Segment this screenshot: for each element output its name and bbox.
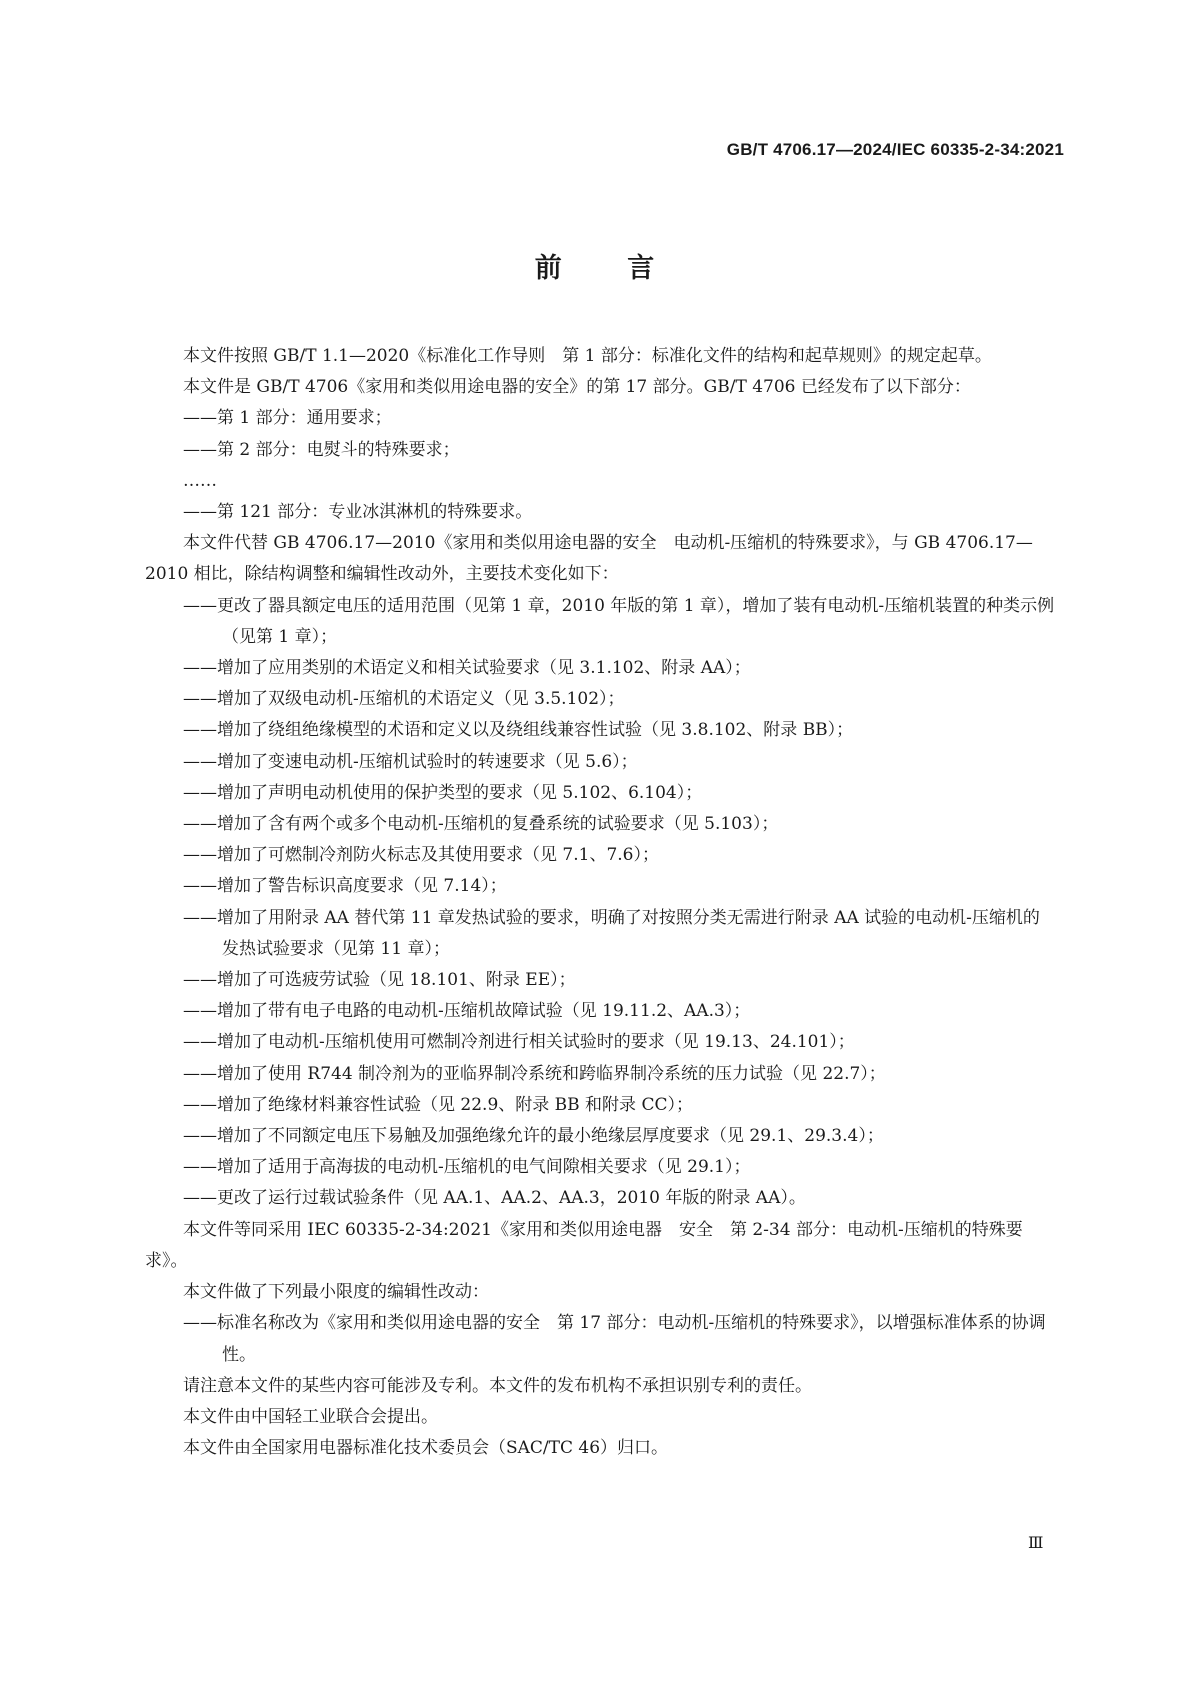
list-item: ——增加了绝缘材料兼容性试验（见 22.9、附录 BB 和附录 CC）； [183, 1094, 693, 1115]
list-item: ——增加了绕组绝缘模型的术语和定义以及绕组线兼容性试验（见 3.8.102、附录 BB）； [183, 720, 854, 741]
page-number: Ⅲ [1028, 1533, 1044, 1552]
paragraph: 本文件是 GB/T 4706《家用和类似用途电器的安全》的第 17 部分。GB/T 4706 已经发布了以下部分： [183, 377, 971, 398]
ellipsis: …… [183, 470, 217, 491]
paragraph: 本文件按照 GB/T 1.1—2020《标准化工作导则 第 1 部分：标准化文件的结构和起草规则》的规定起草。 [183, 346, 992, 366]
list-item: ——增加了警告标识高度要求（见 7.14）； [183, 876, 507, 897]
list-item: ——增加了电动机-压缩机使用可燃制冷剂进行相关试验时的要求（见 19.13、24.101）； [183, 1032, 855, 1053]
document-number-header: GB/T 4706.17—2024/IEC 60335-2-34:2021 [726, 140, 1064, 159]
page-title: 前 言 [534, 253, 657, 284]
list-item: ——第 1 部分：通用要求； [183, 408, 392, 429]
list-item: ——增加了含有两个或多个电动机-压缩机的复叠系统的试验要求（见 5.103）； [183, 814, 779, 835]
list-item: ——更改了运行过载试验条件（见 AA.1、AA.2、AA.3，2010 年版的附录 AA）。 [183, 1188, 806, 1209]
list-item: ——增加了双级电动机-压缩机的术语定义（见 3.5.102）； [183, 689, 625, 710]
paragraph: 请注意本文件的某些内容可能涉及专利。本文件的发布机构不承担识别专利的责任。 [183, 1375, 812, 1396]
foreword-body [145, 341, 1055, 1464]
list-item: ——增加了用附录 AA 替代第 11 章发热试验的要求，明确了对按照分类无需进行附录 AA 试验的电动机-压缩机的发热试验要求（见第 11 章）； [183, 907, 1040, 959]
list-item: ——增加了变速电动机-压缩机试验时的转速要求（见 5.6）； [183, 751, 638, 772]
list-item: ——增加了应用类别的术语定义和相关试验要求（见 3.1.102、附录 AA）； [183, 658, 751, 679]
list-item: ——增加了声明电动机使用的保护类型的要求（见 5.102、6.104）； [183, 782, 703, 803]
list-item: ——第 121 部分：专业冰淇淋机的特殊要求。 [183, 502, 533, 523]
list-item: ——增加了适用于高海拔的电动机-压缩机的电气间隙相关要求（见 29.1）； [183, 1157, 751, 1178]
list-item: ——标准名称改为《家用和类似用途电器的安全 第 17 部分：电动机-压缩机的特殊要求》，以增强标准体系的协调性。 [183, 1313, 1046, 1365]
paragraph: 本文件由全国家用电器标准化技术委员会（SAC/TC 46）归口。 [183, 1438, 669, 1459]
list-item: ——增加了可选疲劳试验（见 18.101、附录 EE）； [183, 970, 576, 991]
list-item: ——增加了带有电子电路的电动机-压缩机故障试验（见 19.11.2、AA.3）； [183, 1001, 751, 1022]
paragraph: 本文件等同采用 IEC 60335-2-34:2021《家用和类似用途电器 安全 第 2-34 部分：电动机-压缩机的特殊要求》。 [145, 1219, 1023, 1271]
list-item: ——增加了可燃制冷剂防火标志及其使用要求（见 7.1、7.6）； [183, 845, 659, 866]
paragraph: 本文件由中国轻工业联合会提出。 [183, 1406, 438, 1427]
list-item: ——增加了不同额定电压下易触及加强绝缘允许的最小绝缘层厚度要求（见 29.1、29.3.4）； [183, 1126, 884, 1147]
paragraph: 本文件做了下列最小限度的编辑性改动： [183, 1282, 489, 1303]
list-item: ——增加了使用 R744 制冷剂为的亚临界制冷系统和跨临界制冷系统的压力试验（见 22.7）； [183, 1063, 886, 1084]
list-item: ——第 2 部分：电熨斗的特殊要求； [183, 439, 460, 460]
list-item: ——更改了器具额定电压的适用范围（见第 1 章，2010 年版的第 1 章），增加了装有电动机-压缩机装置的种类示例（见第 1 章）； [183, 595, 1055, 647]
paragraph: 本文件代替 GB 4706.17—2010《家用和类似用途电器的安全 电动机-压缩机的特殊要求》，与 GB 4706.17—2010 相比，除结构调整和编辑性改动外，主要技术变化如下： [145, 533, 1033, 585]
